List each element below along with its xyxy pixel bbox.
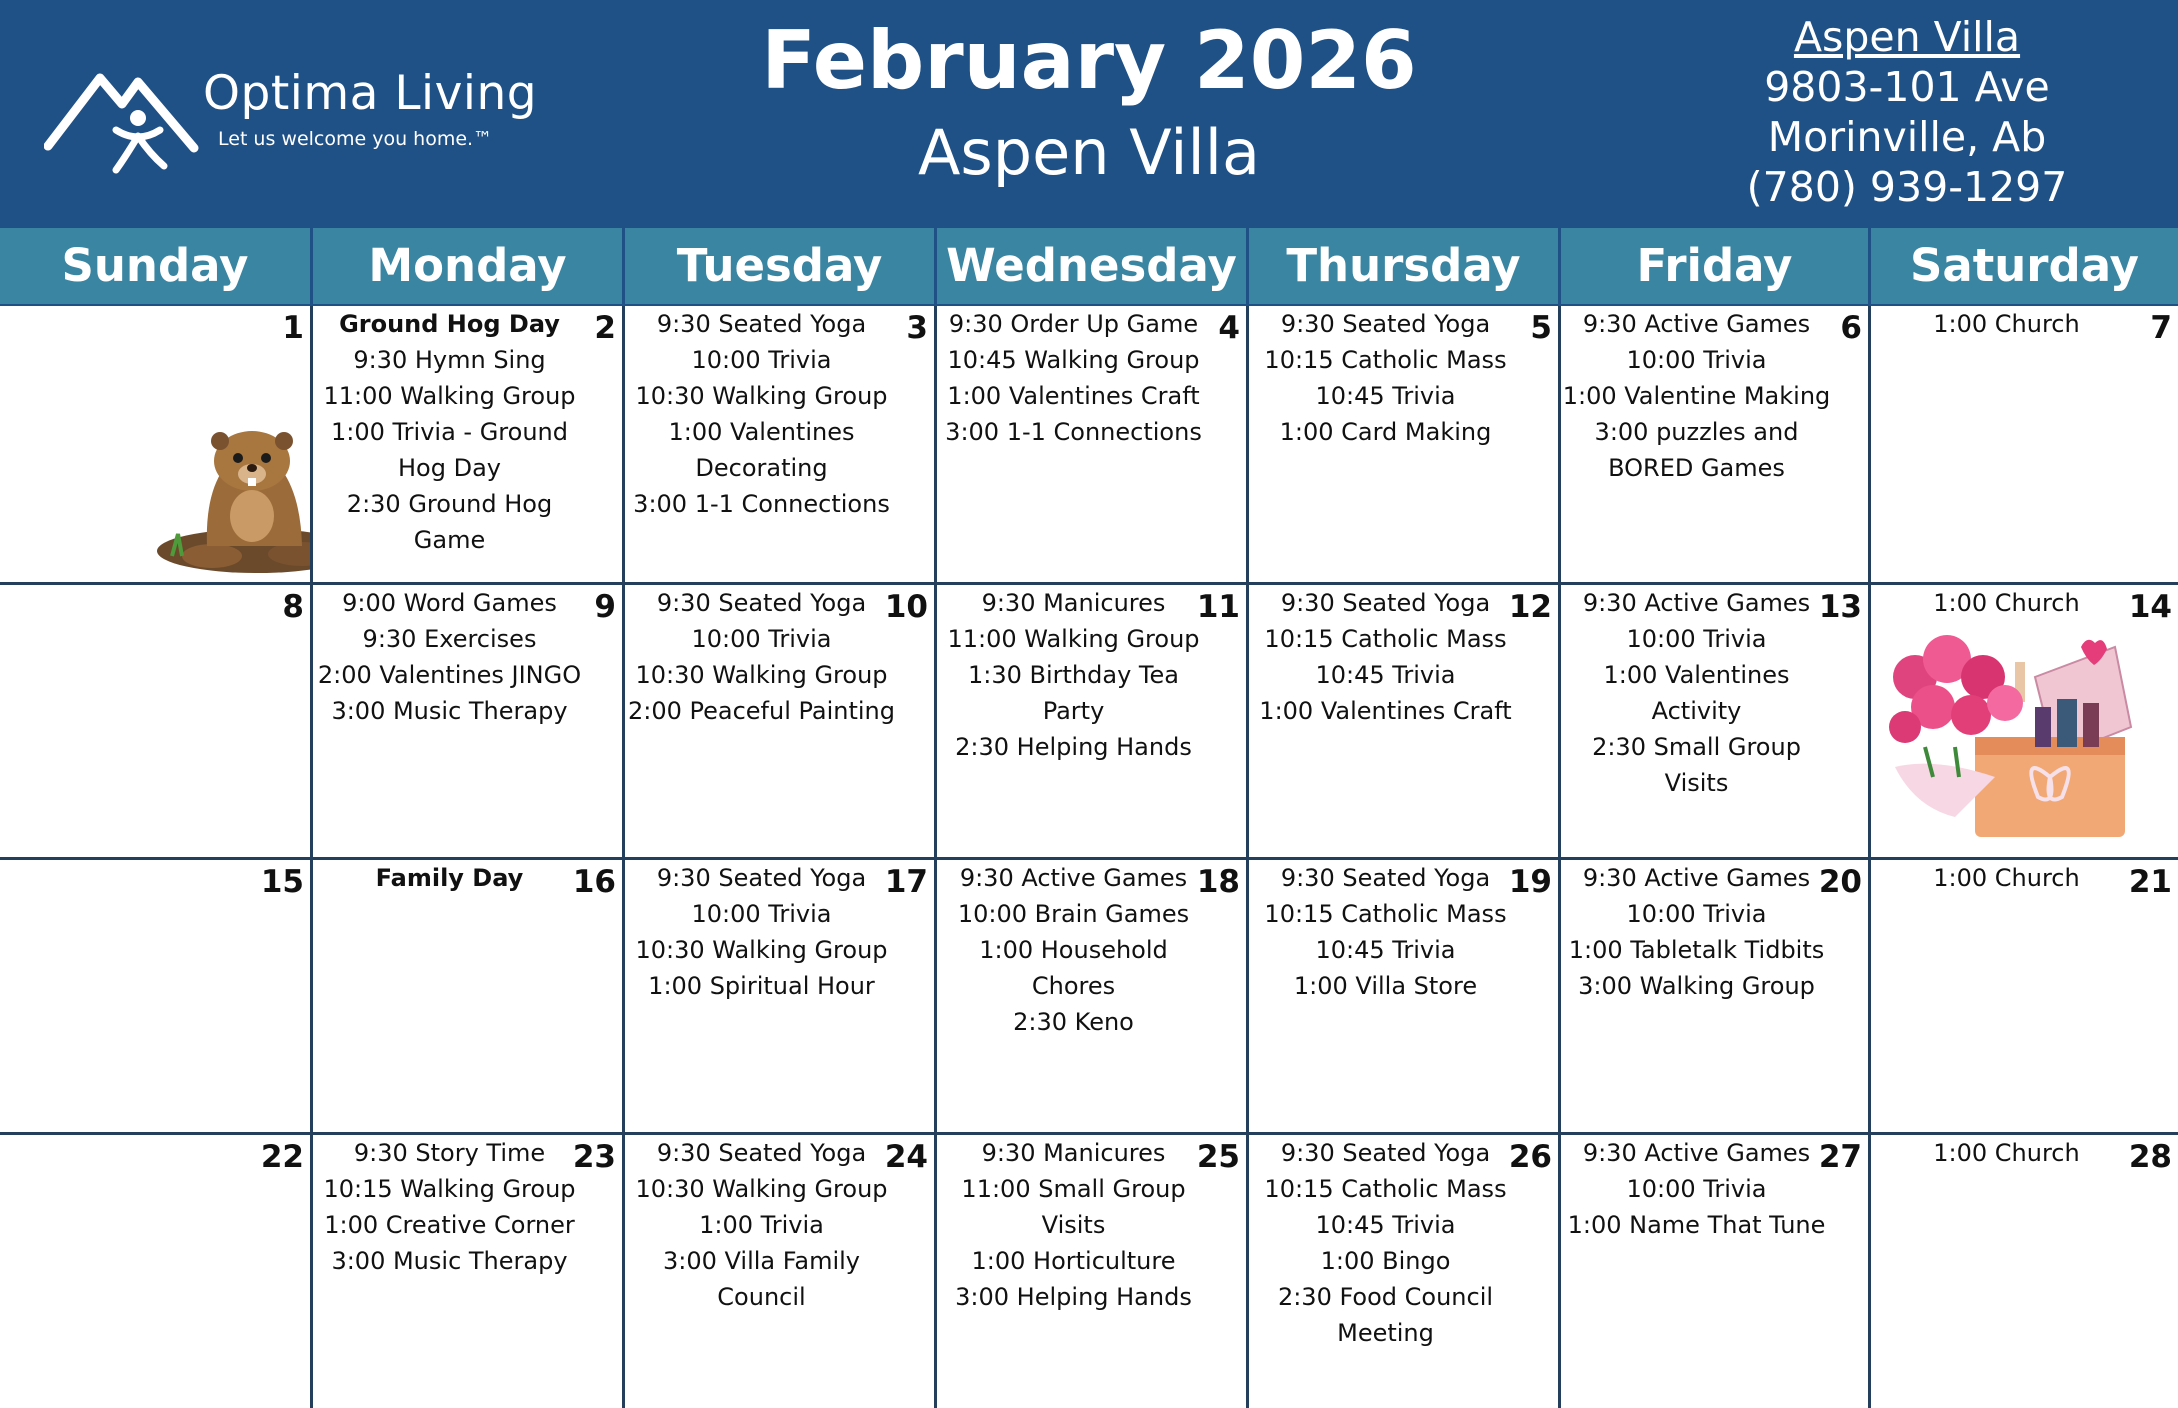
- calendar-day-cell: [1249, 585, 1558, 857]
- day-number: 13: [1818, 589, 1862, 625]
- event-item: 3:00 1-1 Connections: [633, 490, 890, 518]
- calendar-day-cell: [937, 860, 1246, 1132]
- weekday-header-friday: Friday: [1561, 228, 1868, 304]
- event-item: 9:00 Word Games: [342, 589, 557, 617]
- event-item: 10:00 Trivia: [1626, 900, 1767, 928]
- event-list: [1561, 860, 1832, 1004]
- event-item: 10:30 Walking Group: [635, 1175, 888, 1203]
- day-number: 22: [260, 1139, 304, 1175]
- calendar-day-cell: [937, 585, 1246, 857]
- event-item: 9:30 Exercises: [362, 625, 537, 653]
- event-item: 9:30 Seated Yoga: [656, 1139, 867, 1167]
- calendar-day-cell: [0, 860, 310, 1132]
- event-list: [1249, 1135, 1522, 1351]
- event-item: 10:00 Trivia: [691, 346, 832, 374]
- day-number: 19: [1508, 864, 1552, 900]
- event-item: 9:30 Manicures: [981, 1139, 1166, 1167]
- event-item: 9:30 Manicures: [981, 589, 1166, 617]
- event-list: [937, 585, 1210, 765]
- event-item: 9:30 Active Games: [1582, 589, 1811, 617]
- event-item: 10:15 Catholic Mass: [1264, 346, 1507, 374]
- calendar-day-cell: [1561, 585, 1868, 857]
- event-item: 3:00 puzzles and BORED Games: [1594, 418, 1799, 482]
- calendar-subtitle: Aspen Villa: [918, 116, 1260, 189]
- day-number: 15: [260, 864, 304, 900]
- event-item: 9:30 Seated Yoga: [1280, 310, 1491, 338]
- holiday-label: Ground Hog Day: [339, 310, 560, 338]
- day-number: 5: [1530, 310, 1552, 346]
- calendar-day-cell: [1561, 306, 1868, 582]
- event-item: 1:00 Church: [1933, 864, 2080, 892]
- event-list: [1871, 306, 2142, 342]
- event-item: 1:00 Bingo: [1320, 1247, 1451, 1275]
- event-item: 10:00 Trivia: [1626, 625, 1767, 653]
- event-list: [625, 306, 898, 522]
- event-item: 9:30 Seated Yoga: [1280, 864, 1491, 892]
- day-number: 16: [572, 864, 616, 900]
- event-item: 10:15 Catholic Mass: [1264, 1175, 1507, 1203]
- day-number: 7: [2150, 310, 2172, 346]
- day-number: 23: [572, 1139, 616, 1175]
- event-item: 1:00 Valentines Decorating: [668, 418, 855, 482]
- event-item: 2:30 Keno: [1013, 1008, 1134, 1036]
- event-item: 1:00 Household Chores: [979, 936, 1168, 1000]
- calendar-day-cell: [313, 306, 622, 582]
- event-list: [937, 1135, 1210, 1315]
- calendar-day-cell: [0, 1135, 310, 1408]
- event-item: 1:30 Birthday Tea Party: [968, 661, 1179, 725]
- address-street: 9803-101 Ave: [1764, 63, 2050, 111]
- event-item: 3:00 1-1 Connections: [945, 418, 1202, 446]
- event-list: [313, 1135, 586, 1279]
- event-item: 1:00 Valentines Activity: [1603, 661, 1790, 725]
- holiday-label: Family Day: [375, 864, 524, 892]
- calendar-day-cell: [313, 585, 622, 857]
- day-number: 10: [884, 589, 928, 625]
- event-item: 3:00 Walking Group: [1578, 972, 1815, 1000]
- day-number: 2: [594, 310, 616, 346]
- event-item: 1:00 Church: [1933, 310, 2080, 338]
- calendar-day-cell: [1871, 306, 2178, 582]
- calendar-header: [0, 0, 2178, 228]
- calendar-day-cell: [1561, 860, 1868, 1132]
- calendar-day-cell: [313, 1135, 622, 1408]
- event-item: 1:00 Valentines Craft: [947, 382, 1200, 410]
- event-list: [625, 860, 898, 1004]
- event-item: 3:00 Villa Family Council: [663, 1247, 860, 1311]
- weekday-header-saturday: Saturday: [1871, 228, 2178, 304]
- event-item: 9:30 Hymn Sing: [353, 346, 546, 374]
- event-list: [625, 585, 898, 729]
- groundhog-illustration-icon: [152, 406, 310, 576]
- day-number: 6: [1840, 310, 1862, 346]
- event-list: [313, 860, 586, 896]
- weekday-header-monday: Monday: [313, 228, 622, 304]
- calendar-day-cell: [1249, 306, 1558, 582]
- event-item: 2:00 Valentines JINGO: [317, 661, 582, 689]
- event-item: 10:30 Walking Group: [635, 936, 888, 964]
- event-item: 2:30 Food Council Meeting: [1277, 1283, 1494, 1347]
- day-number: 21: [2128, 864, 2172, 900]
- event-item: 1:00 Spiritual Hour: [648, 972, 875, 1000]
- event-item: 2:30 Ground Hog Game: [346, 490, 553, 554]
- weekday-header-row: [0, 228, 2178, 306]
- address-phone: (780) 939-1297: [1746, 163, 2068, 211]
- event-item: 9:30 Seated Yoga: [1280, 589, 1491, 617]
- event-item: 1:00 Valentine Making: [1562, 382, 1831, 410]
- event-item: 10:45 Trivia: [1315, 661, 1456, 689]
- event-item: 9:30 Active Games: [1582, 864, 1811, 892]
- day-number: 12: [1508, 589, 1552, 625]
- event-item: 9:30 Order Up Game: [948, 310, 1199, 338]
- event-item: 1:00 Horticulture: [971, 1247, 1176, 1275]
- event-list: [625, 1135, 898, 1315]
- day-number: 3: [906, 310, 928, 346]
- weekday-header-thursday: Thursday: [1249, 228, 1558, 304]
- calendar-title: February 2026: [761, 14, 1417, 107]
- event-list: [1249, 585, 1522, 729]
- calendar-day-cell: [625, 860, 934, 1132]
- brand-tagline: Let us welcome you home.™: [218, 128, 493, 150]
- day-number: 8: [282, 589, 304, 625]
- event-item: 10:45 Trivia: [1315, 1211, 1456, 1239]
- event-item: 2:30 Helping Hands: [955, 733, 1192, 761]
- event-item: 9:30 Active Games: [959, 864, 1188, 892]
- address-name-link[interactable]: Aspen Villa: [1793, 13, 2021, 61]
- event-item: 1:00 Name That Tune: [1567, 1211, 1826, 1239]
- calendar-day-cell: [1871, 860, 2178, 1132]
- weekday-header-sunday: Sunday: [0, 228, 310, 304]
- event-item: 10:15 Catholic Mass: [1264, 900, 1507, 928]
- event-item: 9:30 Story Time: [353, 1139, 546, 1167]
- calendar-day-cell: [937, 306, 1246, 582]
- event-item: 10:00 Trivia: [1626, 346, 1767, 374]
- event-item: 10:00 Trivia: [691, 625, 832, 653]
- calendar-day-cell: [0, 306, 310, 582]
- calendar-day-cell: [937, 1135, 1246, 1408]
- valentine-gift-box-illustration-icon: [1885, 607, 2135, 847]
- event-list: [1249, 306, 1522, 450]
- event-item: 10:30 Walking Group: [635, 661, 888, 689]
- event-list: [1561, 1135, 1832, 1243]
- event-list: [1249, 860, 1522, 1004]
- event-item: 2:30 Small Group Visits: [1592, 733, 1801, 797]
- event-item: 9:30 Seated Yoga: [1280, 1139, 1491, 1167]
- day-number: 4: [1218, 310, 1240, 346]
- day-number: 11: [1196, 589, 1240, 625]
- event-item: 10:00 Brain Games: [957, 900, 1190, 928]
- event-item: 11:00 Walking Group: [323, 382, 576, 410]
- event-item: 9:30 Seated Yoga: [656, 864, 867, 892]
- event-item: 1:00 Church: [1933, 589, 2080, 617]
- weekday-header-wednesday: Wednesday: [937, 228, 1246, 304]
- event-item: 9:30 Active Games: [1582, 1139, 1811, 1167]
- event-item: 1:00 Trivia - Ground Hog Day: [331, 418, 568, 482]
- day-number: 20: [1818, 864, 1862, 900]
- event-list: [1871, 860, 2142, 896]
- event-item: 1:00 Church: [1933, 1139, 2080, 1167]
- day-number: 1: [282, 310, 304, 346]
- calendar-day-cell: [1871, 1135, 2178, 1408]
- day-number: 25: [1196, 1139, 1240, 1175]
- event-list: [937, 860, 1210, 1040]
- day-number: 9: [594, 589, 616, 625]
- event-item: 10:15 Walking Group: [323, 1175, 576, 1203]
- event-item: 10:45 Walking Group: [947, 346, 1200, 374]
- event-item: 9:30 Active Games: [1582, 310, 1811, 338]
- calendar-day-cell: [1871, 585, 2178, 857]
- address-block: [1722, 12, 2092, 212]
- day-number: 26: [1508, 1139, 1552, 1175]
- event-list: [1871, 1135, 2142, 1171]
- event-item: 9:30 Seated Yoga: [656, 310, 867, 338]
- calendar-day-cell: [313, 860, 622, 1132]
- event-item: 11:00 Small Group Visits: [961, 1175, 1186, 1239]
- event-list: [313, 585, 586, 729]
- event-item: 10:00 Trivia: [691, 900, 832, 928]
- event-list: [1561, 585, 1832, 801]
- event-item: 10:45 Trivia: [1315, 936, 1456, 964]
- calendar-day-cell: [1249, 860, 1558, 1132]
- day-number: 24: [884, 1139, 928, 1175]
- weekday-header-tuesday: Tuesday: [625, 228, 934, 304]
- calendar-day-cell: [0, 585, 310, 857]
- event-item: 10:00 Trivia: [1626, 1175, 1767, 1203]
- event-item: 1:00 Card Making: [1279, 418, 1492, 446]
- event-item: 1:00 Tabletalk Tidbits: [1568, 936, 1825, 964]
- day-number: 18: [1196, 864, 1240, 900]
- calendar-grid: [0, 306, 2178, 1408]
- event-list: [1561, 306, 1832, 486]
- event-item: 1:00 Creative Corner: [324, 1211, 575, 1239]
- event-item: 11:00 Walking Group: [947, 625, 1200, 653]
- event-item: 3:00 Music Therapy: [331, 697, 568, 725]
- event-item: 1:00 Trivia: [699, 1211, 824, 1239]
- event-list: [313, 306, 586, 558]
- address-city: Morinville, Ab: [1767, 113, 2047, 161]
- day-number: 14: [2128, 589, 2172, 625]
- calendar-day-cell: [1249, 1135, 1558, 1408]
- event-item: 1:00 Valentines Craft: [1259, 697, 1512, 725]
- event-item: 2:00 Peaceful Painting: [627, 697, 896, 725]
- event-item: 1:00 Villa Store: [1293, 972, 1478, 1000]
- calendar-day-cell: [1561, 1135, 1868, 1408]
- day-number: 27: [1818, 1139, 1862, 1175]
- event-item: 10:45 Trivia: [1315, 382, 1456, 410]
- event-list: [937, 306, 1210, 450]
- brand-name: Optima Living: [203, 66, 538, 121]
- calendar-day-cell: [625, 306, 934, 582]
- event-item: 9:30 Seated Yoga: [656, 589, 867, 617]
- event-item: 10:15 Catholic Mass: [1264, 625, 1507, 653]
- event-item: 3:00 Helping Hands: [955, 1283, 1192, 1311]
- event-item: 10:30 Walking Group: [635, 382, 888, 410]
- calendar-day-cell: [625, 1135, 934, 1408]
- event-item: 3:00 Music Therapy: [331, 1247, 568, 1275]
- calendar-day-cell: [625, 585, 934, 857]
- day-number: 17: [884, 864, 928, 900]
- day-number: 28: [2128, 1139, 2172, 1175]
